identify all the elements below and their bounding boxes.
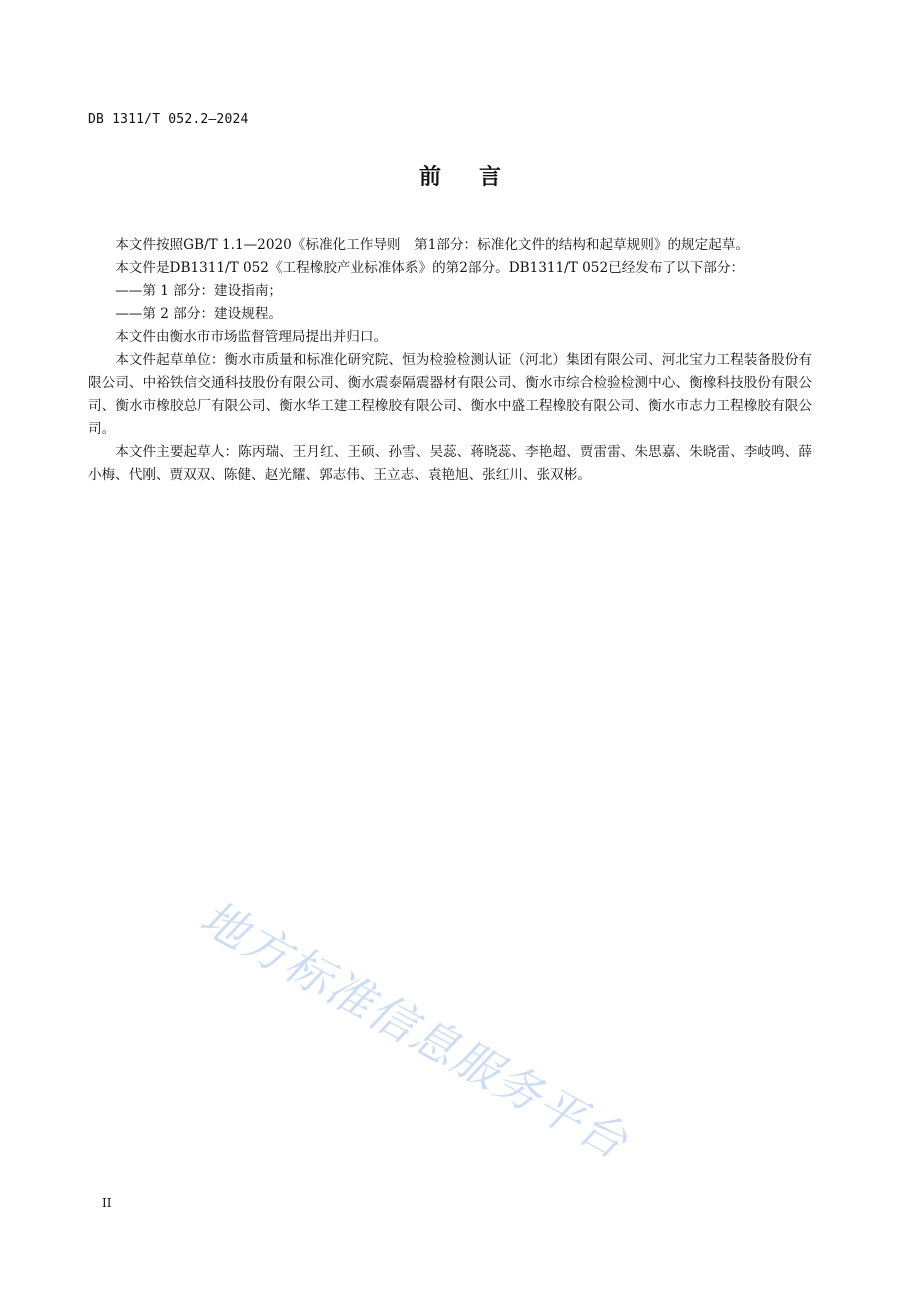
page-title: 前言	[418, 165, 539, 190]
paragraph-series-part: 本文件是DB1311/T 052《工程橡胶产业标准体系》的第2部分。DB1311/T 052已经发布了以下部分：	[115, 260, 745, 276]
document-body	[88, 234, 812, 487]
page-number: II	[102, 1196, 112, 1210]
document-code: DB 1311/T 052.2—2024	[88, 112, 249, 127]
paragraph-drafting-basis: 本文件按照GB/T 1.1—2020《标准化工作导则 第1部分：标准化文件的结构和起草规则》的规定起草。	[115, 237, 750, 253]
watermark: 地方标准信息服务平台	[191, 889, 638, 1170]
paragraph-drafters: 本文件主要起草人：陈丙瑞、王月红、王硕、孙雪、吴蕊、蒋晓蕊、李艳超、贾雷雷、朱思嘉、朱晓雷、李岐鸣、薛小梅、代刚、贾双双、陈健、赵光耀、郭志伟、王立志、袁艳旭、张红川、张双彬。	[88, 444, 812, 483]
paragraph-proposer: 本文件由衡水市市场监督管理局提出并归口。	[115, 329, 388, 345]
paragraph-drafting-units: 本文件起草单位：衡水市质量和标准化研究院、恒为检验检测认证（河北）集团有限公司、河北宝力工程装备股份有限公司、中裕铁信交通科技股份有限公司、衡水震泰隔震器材有限公司、衡水市综合检验检测中心、衡橡科技股份有限公司、衡水市橡胶总厂有限公司、衡水华工建工程橡胶有限公司、衡水中盛工程橡胶有限公司、衡水市志力工程橡胶有限公司。	[88, 352, 812, 437]
list-item-part-1: ——第 1 部分：建设指南；	[115, 283, 283, 299]
list-item-part-2: ——第 2 部分：建设规程。	[115, 306, 283, 322]
